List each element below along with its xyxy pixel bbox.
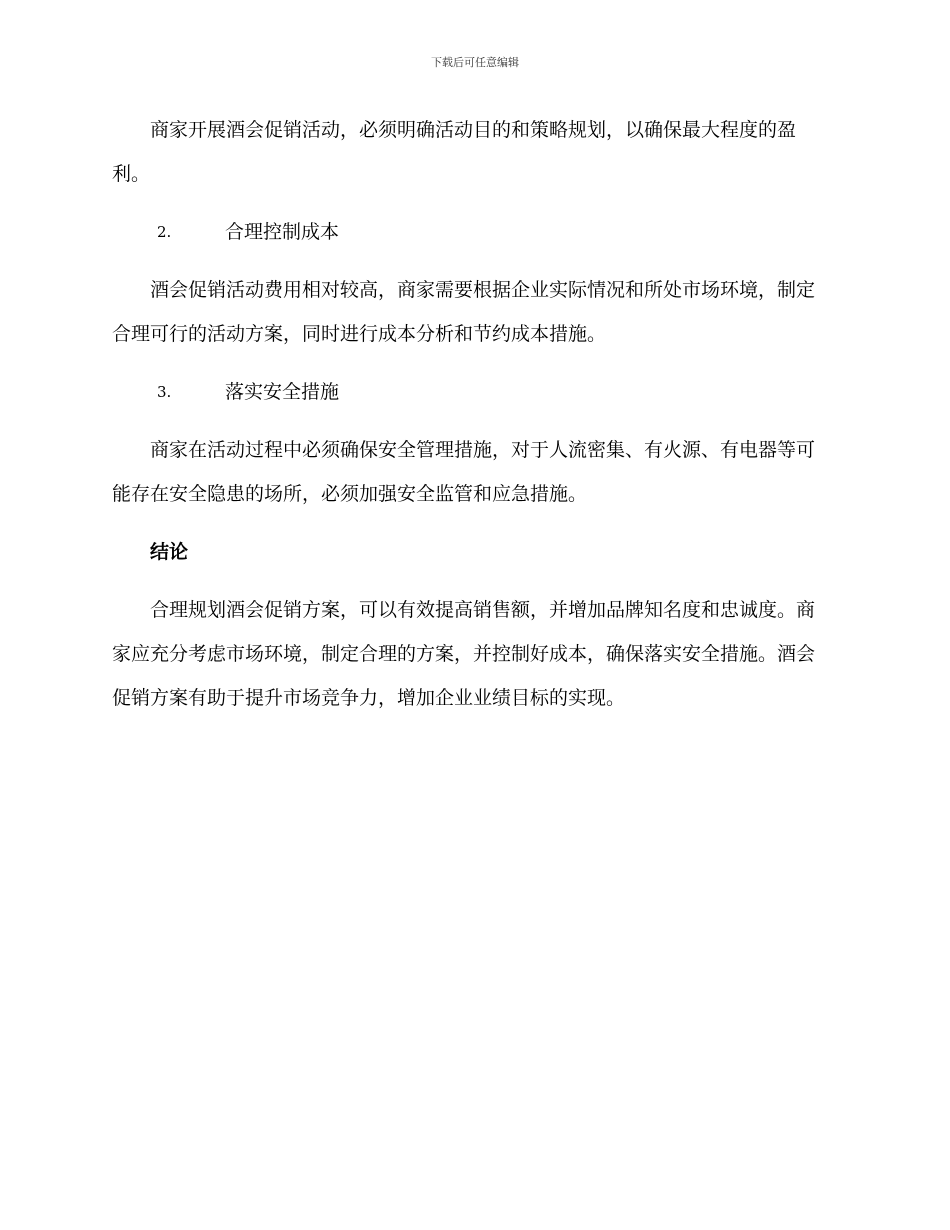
- page-header: 下载后可任意编辑: [431, 56, 519, 69]
- list-item-cost-control: [112, 210, 832, 254]
- conclusion-paragraph: 合理规划酒会促销方案，可以有效提高销售额，并增加品牌知名度和忠诚度。商家应充分考虑市场环境，制定合理的方案，并控制好成本，确保落实安全措施。酒会促销方案有助于提升市场竞争力，增加企业业绩目标的实现。: [112, 599, 816, 709]
- safety-measures-paragraph: 商家在活动过程中必须确保安全管理措施，对于人流密集、有火源、有电器等可能存在安全隐患的场所，必须加强安全监管和应急措施。: [112, 439, 816, 505]
- cost-control-paragraph: 酒会促销活动费用相对较高，商家需要根据企业实际情况和所处市场环境，制定合理可行的活动方案，同时进行成本分析和节约成本措施。: [112, 279, 816, 345]
- list-item-title: 落实安全措施: [225, 381, 340, 403]
- list-item-number: 3.: [157, 383, 172, 401]
- list-item-number: 2.: [157, 223, 172, 241]
- list-item-title: 合理控制成本: [225, 221, 340, 243]
- conclusion-heading: 结论: [150, 541, 189, 563]
- intro-paragraph: 商家开展酒会促销活动，必须明确活动目的和策略规划，以确保最大程度的盈利。: [112, 119, 797, 185]
- document-body: [112, 108, 832, 734]
- list-item-safety-measures: [112, 370, 832, 414]
